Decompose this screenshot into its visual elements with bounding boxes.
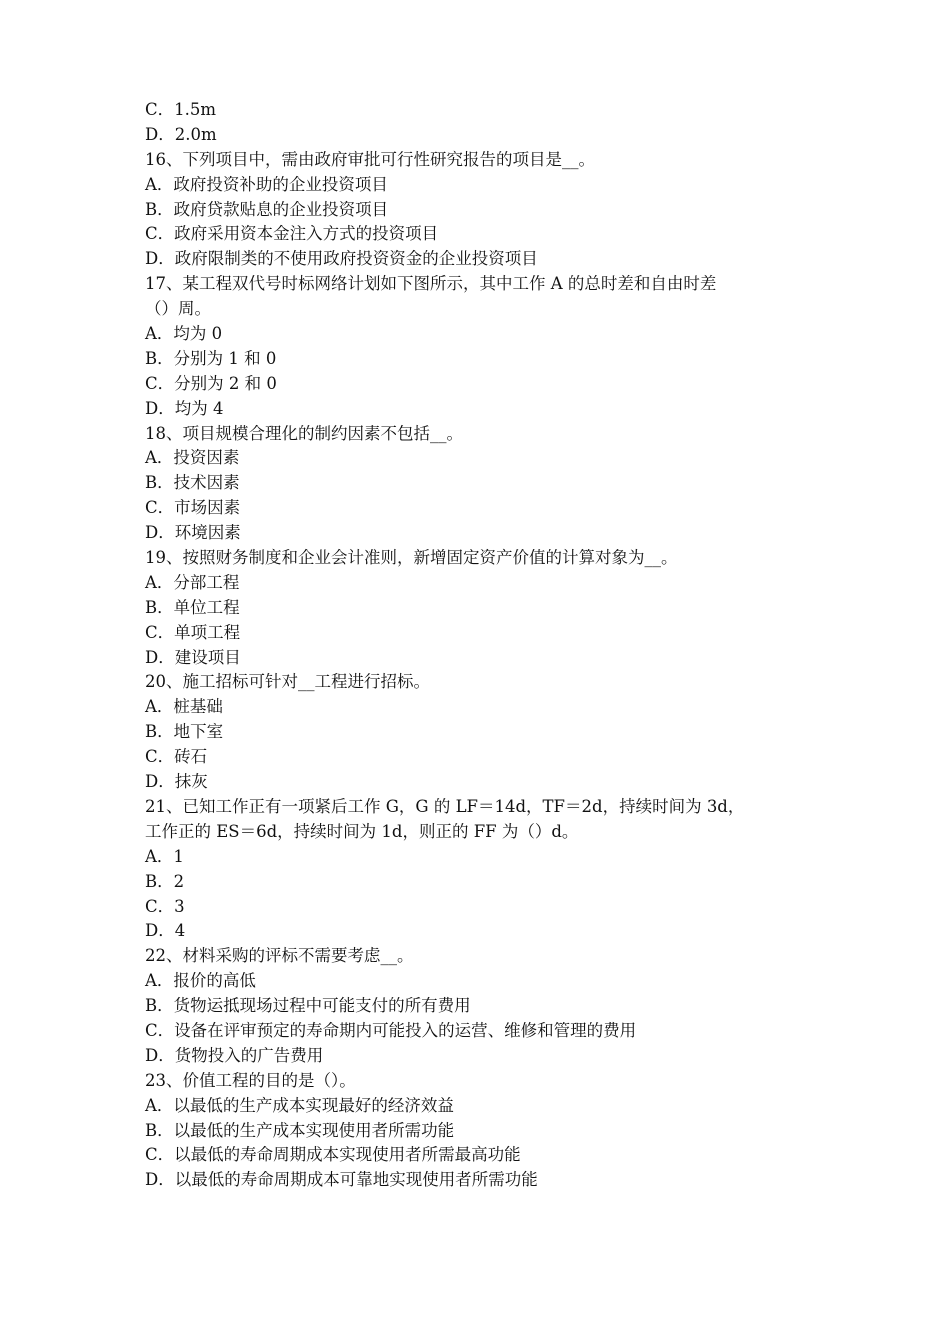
text-line: B．分别为 1 和 0 (145, 348, 277, 368)
text-line: 16、下列项目中，需由政府审批可行性研究报告的项目是__。 (145, 149, 595, 169)
text-line: 工作正的 ES＝6d，持续时间为 1d，则正的 FF 为（）d。 (145, 821, 579, 841)
text-line: A．政府投资补助的企业投资项目 (145, 174, 388, 194)
text-line: B．货物运抵现场过程中可能支付的所有费用 (145, 996, 471, 1016)
text-line: （）周。 (145, 299, 211, 319)
text-line: B．技术因素 (145, 473, 240, 493)
text-line: A．1 (145, 846, 184, 866)
text-line: 21、已知工作正有一项紧后工作 G，G 的 LF＝14d，TF＝2d，持续时间为 3d， (145, 796, 745, 816)
text-line: D．均为 4 (145, 398, 224, 418)
text-line: C．分别为 2 和 0 (145, 373, 277, 393)
text-line: D．4 (145, 921, 186, 941)
text-line: C．3 (145, 896, 185, 916)
text-line: C．单项工程 (145, 622, 241, 642)
text-line: 19、按照财务制度和企业会计准则，新增固定资产价值的计算对象为__。 (145, 548, 678, 568)
text-line: 23、价值工程的目的是（）。 (145, 1070, 356, 1090)
text-line: C．政府采用资本金注入方式的投资项目 (145, 224, 439, 244)
text-line: A．报价的高低 (145, 971, 256, 991)
text-line: C．市场因素 (145, 498, 241, 518)
text-line: D．建设项目 (145, 647, 241, 667)
text-line: B．地下室 (145, 722, 224, 742)
text-line: D．2.0m (145, 124, 217, 144)
text-line: C．1.5m (145, 100, 217, 119)
text-line: D．货物投入的广告费用 (145, 1045, 324, 1065)
text-line: C．以最低的寿命周期成本实现使用者所需最高功能 (145, 1145, 521, 1165)
text-line: 17、某工程双代号时标网络计划如下图所示，其中工作 A 的总时差和自由时差 (145, 274, 717, 294)
text-line: C．砖石 (145, 747, 208, 767)
text-line: 18、项目规模合理化的制约因素不包括__。 (145, 423, 463, 443)
text-line: B．政府贷款贴息的企业投资项目 (145, 199, 389, 219)
text-line: D．环境因素 (145, 523, 241, 543)
text-line: A．桩基础 (145, 697, 223, 717)
text-line: B．单位工程 (145, 597, 240, 617)
text-line: D．以最低的寿命周期成本可靠地实现使用者所需功能 (145, 1170, 538, 1190)
text-line: A．投资因素 (145, 448, 240, 468)
text-line: D．抹灰 (145, 772, 208, 792)
text-line: A．均为 0 (145, 324, 223, 344)
text-line: 22、材料采购的评标不需要考虑__。 (145, 946, 414, 966)
document-body (145, 98, 815, 1193)
text-line: A．以最低的生产成本实现最好的经济效益 (145, 1095, 454, 1115)
text-line: 20、施工招标可针对__工程进行招标。 (145, 672, 430, 692)
text-line: B．以最低的生产成本实现使用者所需功能 (145, 1120, 455, 1140)
text-line: C．设备在评审预定的寿命期内可能投入的运营、维修和管理的费用 (145, 1020, 637, 1040)
text-line: A．分部工程 (145, 572, 240, 592)
text-line: B．2 (145, 871, 185, 891)
text-line: D．政府限制类的不使用政府投资资金的企业投资项目 (145, 249, 538, 269)
